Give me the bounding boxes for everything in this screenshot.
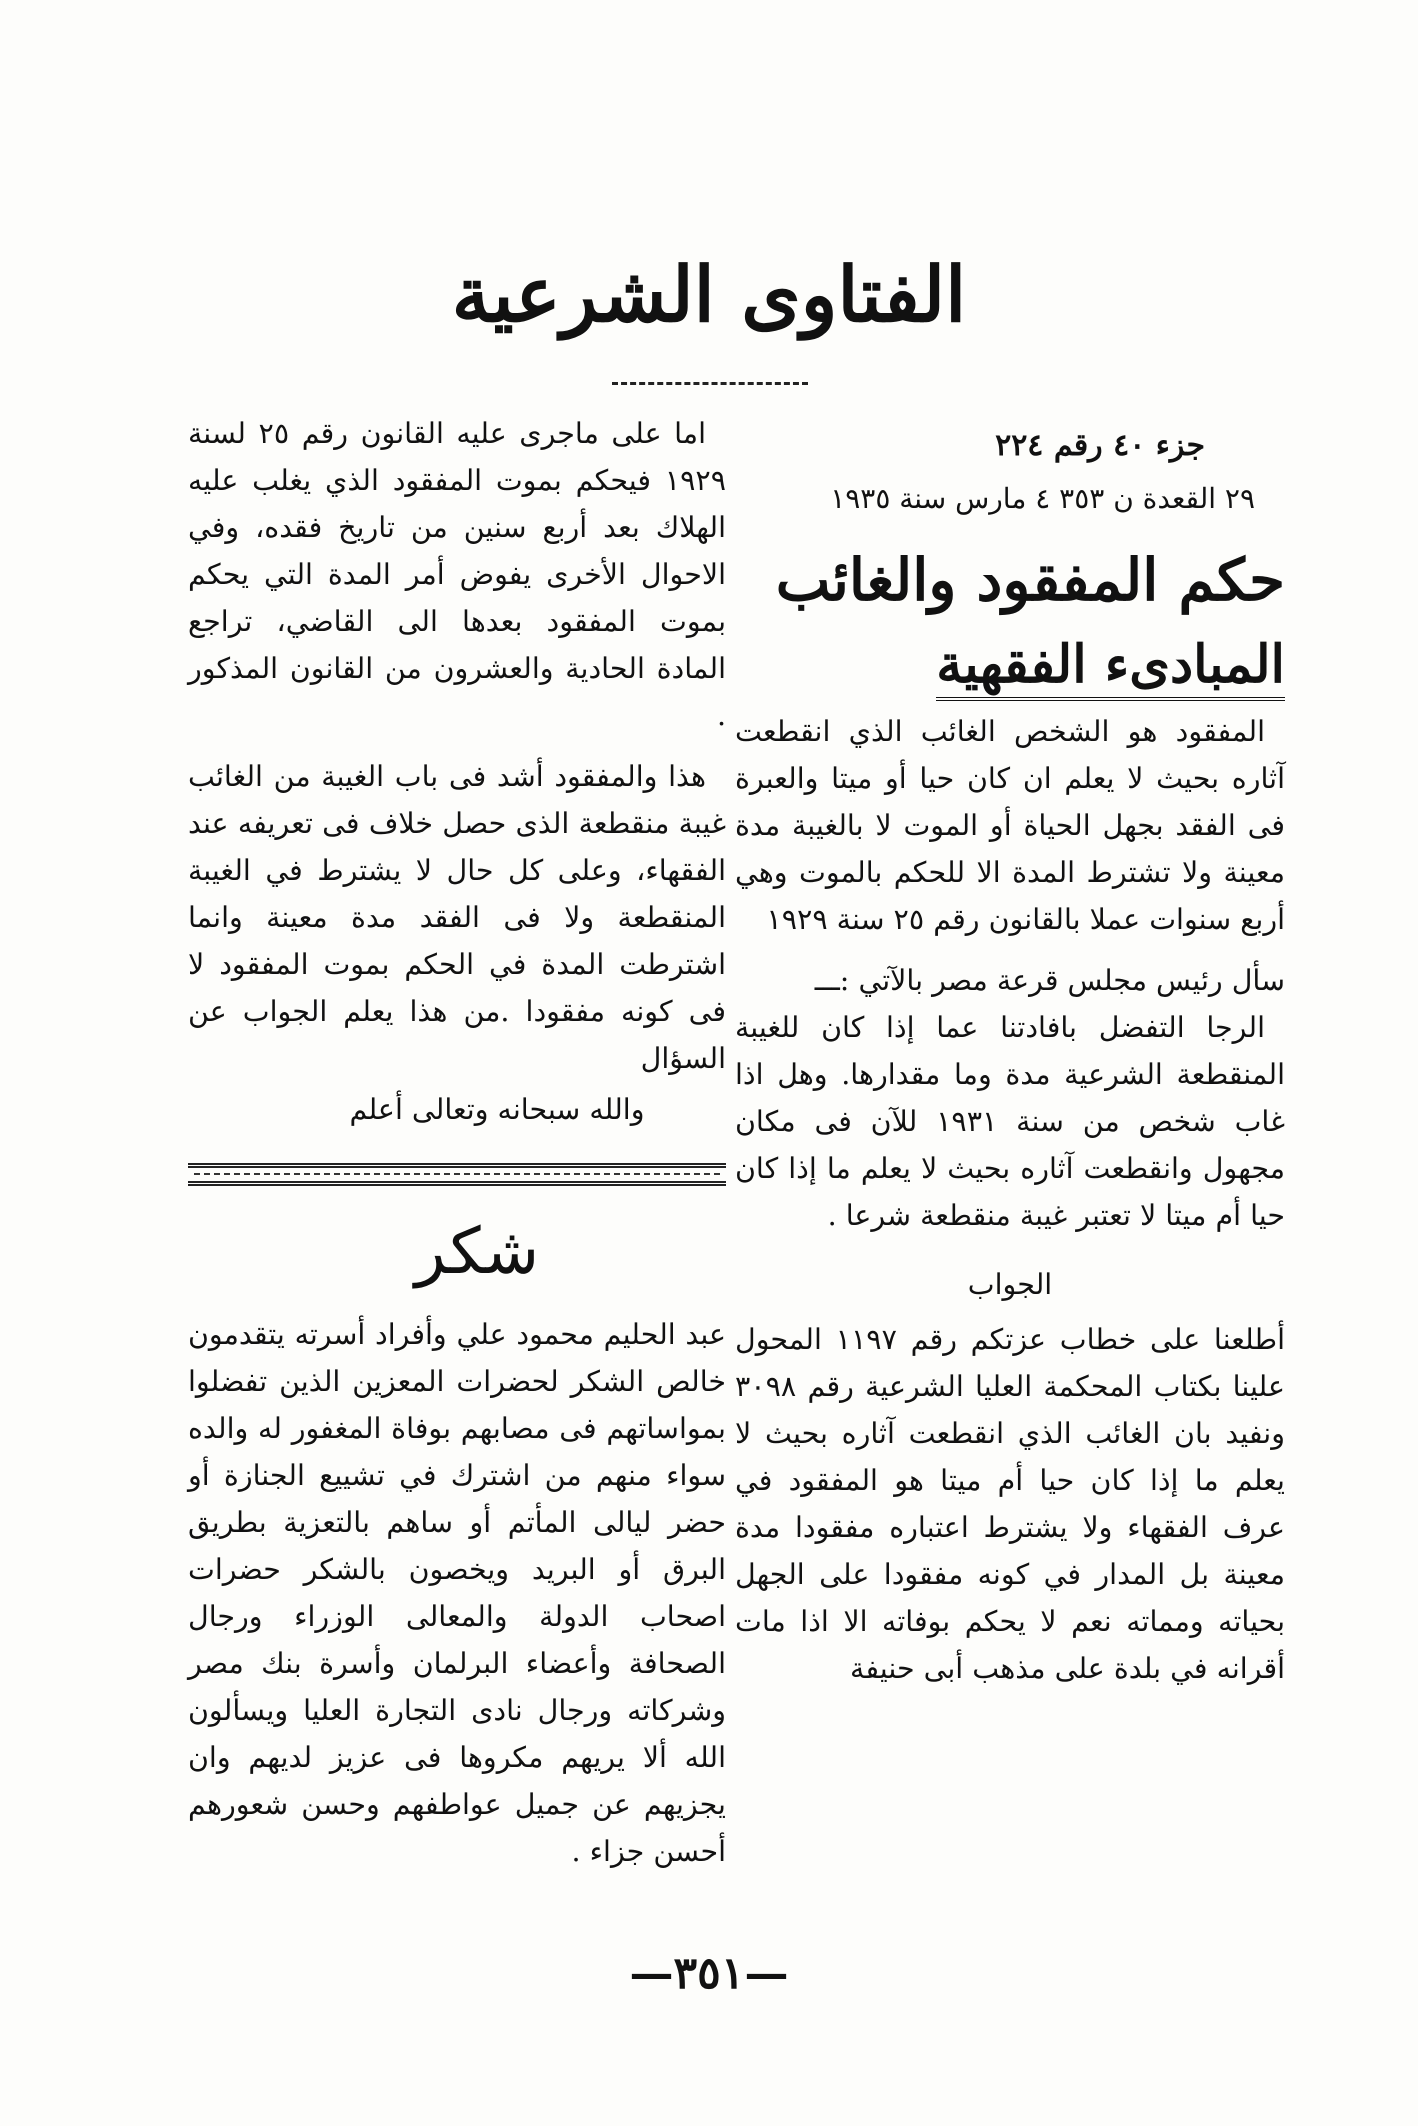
page-number: —٣٥١— — [629, 1948, 789, 1999]
principles-heading-text: المبادىء الفقهية — [936, 634, 1285, 701]
page-title: الفتاوى الشرعية — [451, 250, 967, 339]
title-divider — [612, 382, 808, 385]
closing-formula: والله سبحانه وتعالى أعلم — [349, 1093, 645, 1126]
principles-heading — [735, 630, 1285, 700]
conclusion-paragraph: هذا والمفقود أشد فى باب الغيبة من الغائب غيبة منقطعة الذى حصل خلاف فى تعريفه عند الفقهاء، وعلى كل حال لا يشترط في الغيبة المنقطعة ولا فى الفقد مدة معينة وانما اشترطت المدة في الحكم بموت المفقود لا فى كونه مفقودا .من هذا يعلم الجواب عن السؤال — [188, 760, 726, 1075]
left-column — [188, 410, 726, 1875]
fatwa-date: ٢٩ القعدة ن ٣٥٣ ٤ مارس سنة ١٩٣٥ — [830, 482, 1255, 515]
question-paragraph: الرجا التفضل بافادتنا عما إذا كان للغيبة المنقطعة الشرعية مدة وما مقدارها. وهل اذا غاب شخص من سنة ١٩٣١ للآن فى مكان مجهول وانقطعت آثاره بحيث لا يعلم ما إذا كان حيا أم ميتا لا تعتبر غيبة منقطعة شرعا . — [735, 1011, 1285, 1232]
thanks-heading: شكر — [414, 1215, 540, 1289]
ornamental-divider — [188, 1159, 726, 1189]
answer-heading: الجواب — [967, 1268, 1053, 1301]
right-column — [735, 410, 1285, 1692]
fatwa-heading: حكم المفقود والغائب — [775, 546, 1285, 614]
principles-paragraph: المفقود هو الشخص الغائب الذي انقطعت آثاره بحيث لا يعلم ان كان حيا أو ميتا والعبرة فى الفقد بجهل الحياة أو الموت لا بالغيبة مدة معينة ولا تشترط المدة الا للحكم بالموت وهي أربع سنوات عملا بالقانون رقم ٢٥ سنة ١٩٢٩ — [735, 715, 1285, 936]
fatwa-reference: جزء ٤٠ رقم ٢٢٤ — [995, 428, 1205, 463]
law-paragraph: اما على ماجرى عليه القانون رقم ٢٥ لسنة ١٩٢٩ فيحكم بموت المفقود الذي يغلب عليه الهلاك بعد أربع سنين من تاريخ فقده، وفي الاحوال الأخرى يفوض أمر المدة التي يحكم بموت المفقود بعدها الى القاضي، تراجع المادة الحادية والعشرون من القانون المذكور . — [188, 417, 726, 732]
question-intro: سأل رئيس مجلس قرعة مصر بالآتي :ـــ — [814, 964, 1285, 997]
thanks-paragraph: عبد الحليم محمود علي وأفراد أسرته يتقدمون خالص الشكر لحضرات المعزين الذين تفضلوا بمواساتهم فى مصابهم بوفاة المغفور له والده سواء منهم من اشترك في تشييع الجنازة أو حضر ليالى المأتم أو ساهم بالتعزية بطريق البرق أو البريد ويخصون بالشكر حضرات اصحاب الدولة والمعالى الوزراء ورجال الصحافة وأعضاء البرلمان وأسرة بنك مصر وشركاته ورجال نادى التجارة العليا ويسألون الله ألا يريهم مكروها فى عزيز لديهم وان يجزيهم عن جميل عواطفهم وحسن شعورهم أحسن جزاء . — [188, 1318, 726, 1868]
answer-paragraph: أطلعنا على خطاب عزتكم رقم ١١٩٧ المحول علينا بكتاب المحكمة العليا الشرعية رقم ٣٠٩٨ ونفيد بان الغائب الذي انقطعت آثاره بحيث لا يعلم ما إذا كان حيا أم ميتا هو المفقود في عرف الفقهاء ولا يشترط اعتباره مفقودا مدة معينة بل المدار في كونه مفقودا على الجهل بحياته ومماته نعم لا يحكم بوفاته الا اذا مات أقرانه في بلدة على مذهب أبى حنيفة — [735, 1323, 1286, 1685]
